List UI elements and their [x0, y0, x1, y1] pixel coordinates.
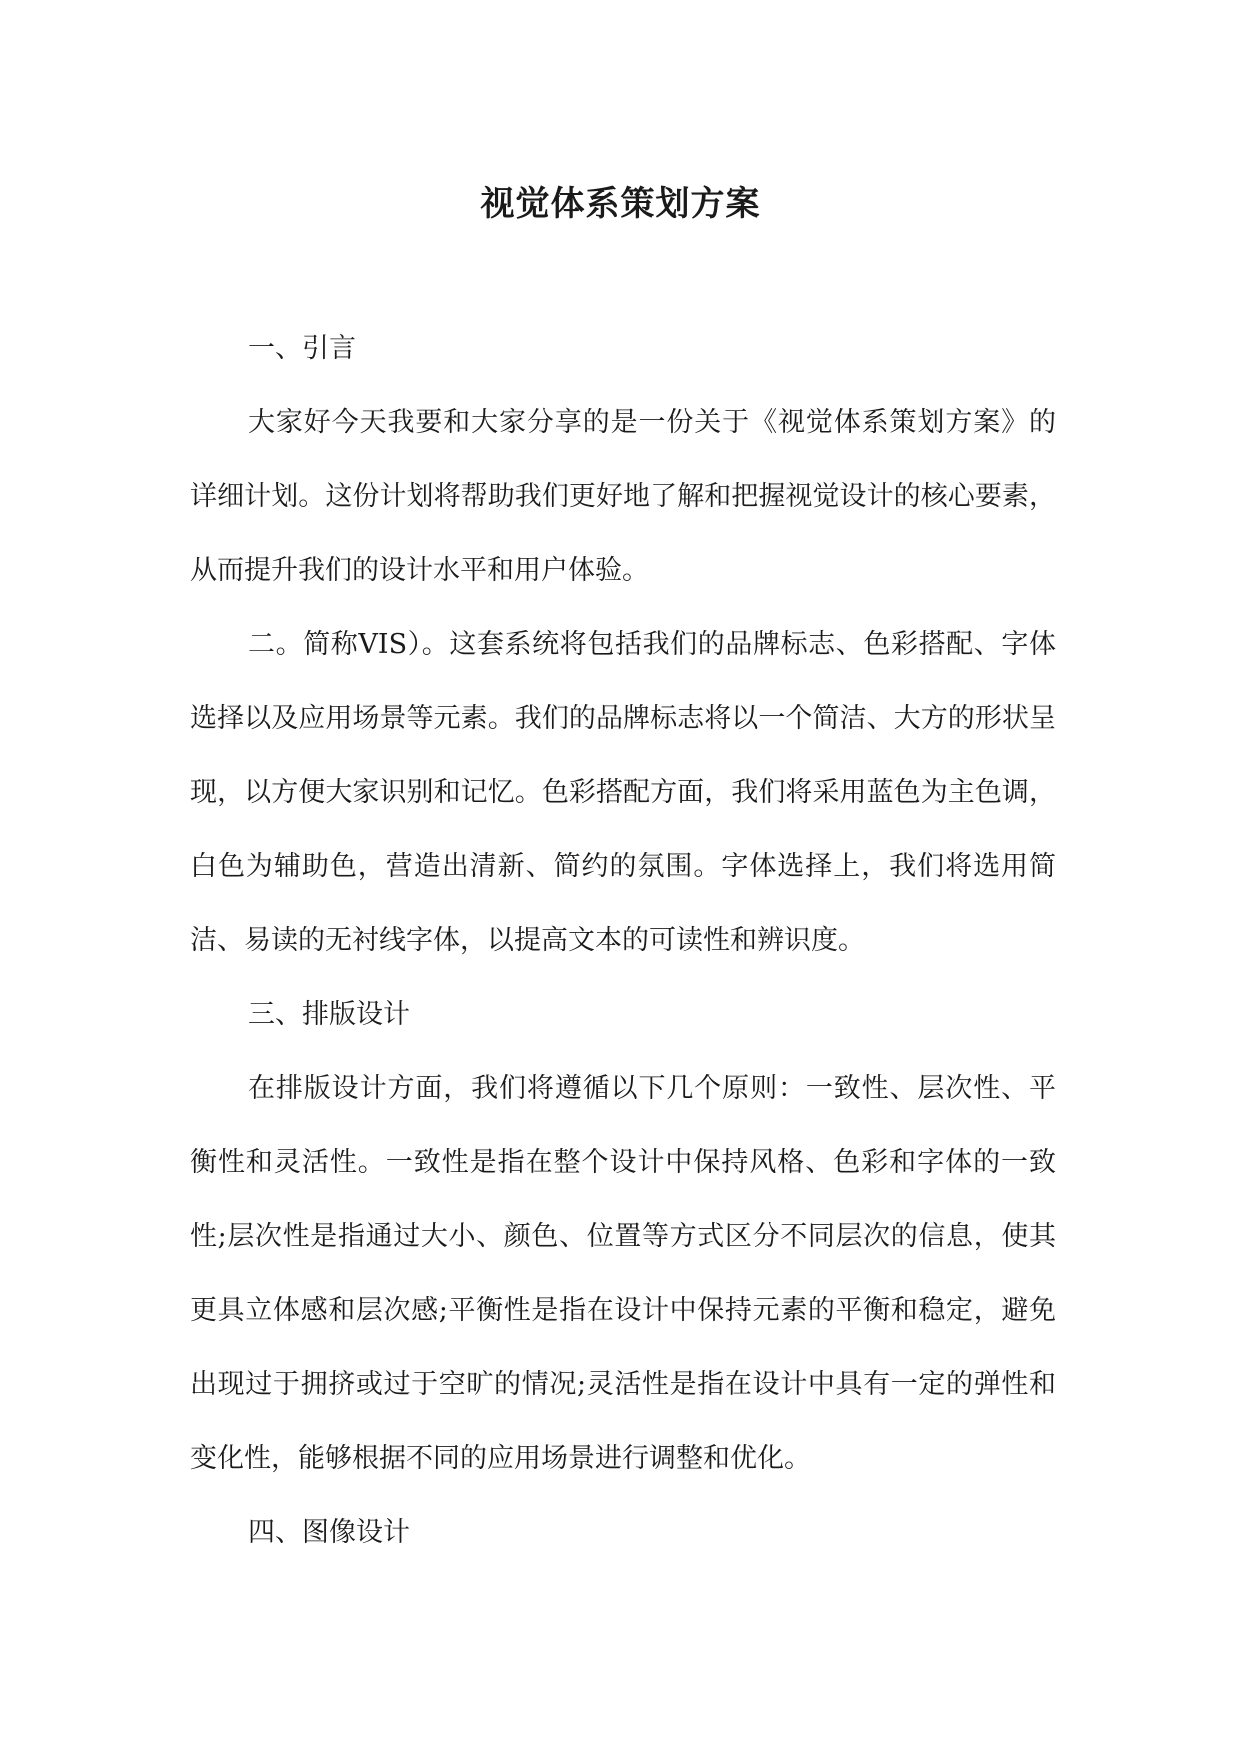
- document-body: [190, 312, 1056, 1570]
- paragraph-layout-design: 在排版设计方面，我们将遵循以下几个原则：一致性、层次性、平衡性和灵活性。一致性是指在整个设计中保持风格、色彩和字体的一致性;层次性是指通过大小、颜色、位置等方式区分不同层次的信息，使其更具立体感和层次感;平衡性是指在设计中保持元素的平衡和稳定，避免出现过于拥挤或过于空旷的情况;灵活性是指在设计中具有一定的弹性和变化性，能够根据不同的应用场景进行调整和优化。: [190, 1073, 1056, 1474]
- section-heading-introduction: 一、引言: [248, 333, 356, 364]
- section-heading-layout-design: 三、排版设计: [248, 999, 410, 1030]
- document-title: 视觉体系策划方案: [480, 184, 761, 224]
- paragraph-introduction: 大家好今天我要和大家分享的是一份关于《视觉体系策划方案》的详细计划。这份计划将帮助我们更好地了解和把握视觉设计的核心要素，从而提升我们的设计水平和用户体验。: [190, 407, 1056, 586]
- paragraph-vis-system: 二。简称VIS）。这套系统将包括我们的品牌标志、色彩搭配、字体选择以及应用场景等元素。我们的品牌标志将以一个简洁、大方的形状呈现，以方便大家识别和记忆。色彩搭配方面，我们将采用蓝色为主色调，白色为辅助色，营造出清新、简约的氛围。字体选择上，我们将选用简洁、易读的无衬线字体，以提高文本的可读性和辨识度。: [190, 629, 1056, 956]
- section-heading-image-design: 四、图像设计: [248, 1517, 410, 1548]
